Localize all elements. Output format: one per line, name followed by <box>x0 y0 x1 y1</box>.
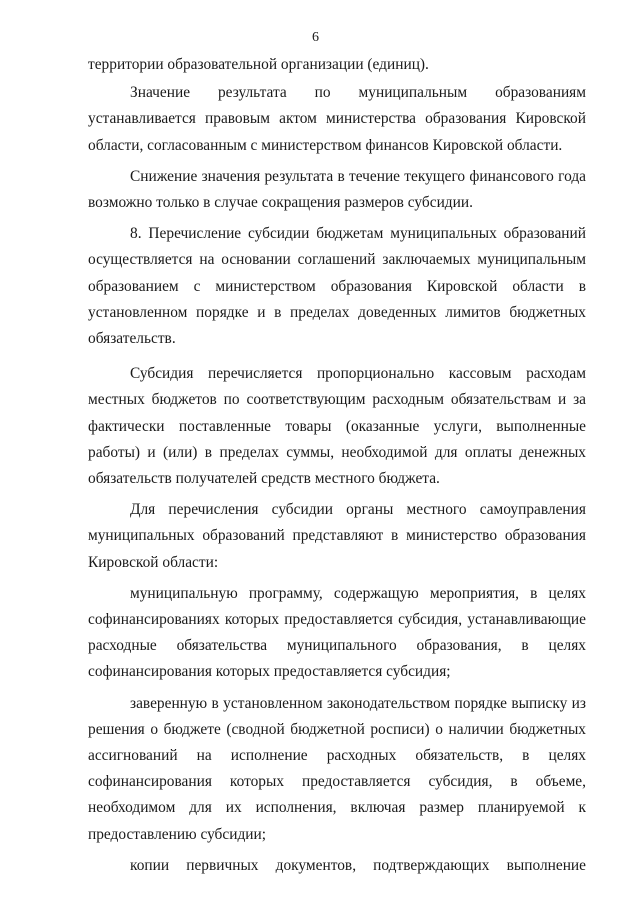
page-number: 6 <box>312 30 319 45</box>
paragraph-item-8: 8. Перечисление субсидии бюджетам муниципальных образований осуществляется на основании соглашений заключаемых муниципальным образованием с министерством образования Кировской области в установленном порядке и в пределах доведенных лимитов бюджетных обязательств. <box>88 225 586 348</box>
paragraph-primary-documents: копии первичных документов, подтверждающих выполнение <box>130 856 586 874</box>
paragraph-subsidy-transfer: Субсидия перечисляется пропорционально кассовым расходам местных бюджетов по соответствующим расходным обязательствам и за фактически поставленные товары (оказанные услуги, выполненные работы) и (или) в пределах суммы, необходимой для оплаты денежных обязательств получателей средств местного бюджета. <box>88 365 586 488</box>
paragraph-result-reduction: Снижение значения результата в течение текущего финансового года возможно только в случае сокращения размеров субсидии. <box>88 167 586 212</box>
paragraph-municipal-program: муниципальную программу, содержащую мероприятия, в целях софинансированиях которых предоставляется субсидия, устанавливающие расходные обязательства муниципального образования, в целях софинансирования которых предоставляется субсидия; <box>88 584 586 681</box>
paragraph-continuation: территории образовательной организации (единиц). <box>88 56 429 73</box>
document-body <box>88 52 586 879</box>
paragraph-budget-extract: заверенную в установленном законодательством порядке выписку из решения о бюджете (сводной бюджетной росписи) о наличии бюджетных ассигнований на исполнение расходных обязательств, в целях софинансирования которых предоставляется субсидия, в объеме, необходимом для их исполнения, включая размер планируемой к предоставлению субсидии; <box>88 694 586 843</box>
paragraph-documents-intro: Для перечисления субсидии органы местного самоуправления муниципальных образований представляют в министерство образования Кировской области: <box>88 501 586 571</box>
paragraph-result-value: Значение результата по муниципальным образованиям устанавливается правовым актом министерства образования Кировской области, согласованным с министерством финансов Кировской области. <box>88 84 586 154</box>
